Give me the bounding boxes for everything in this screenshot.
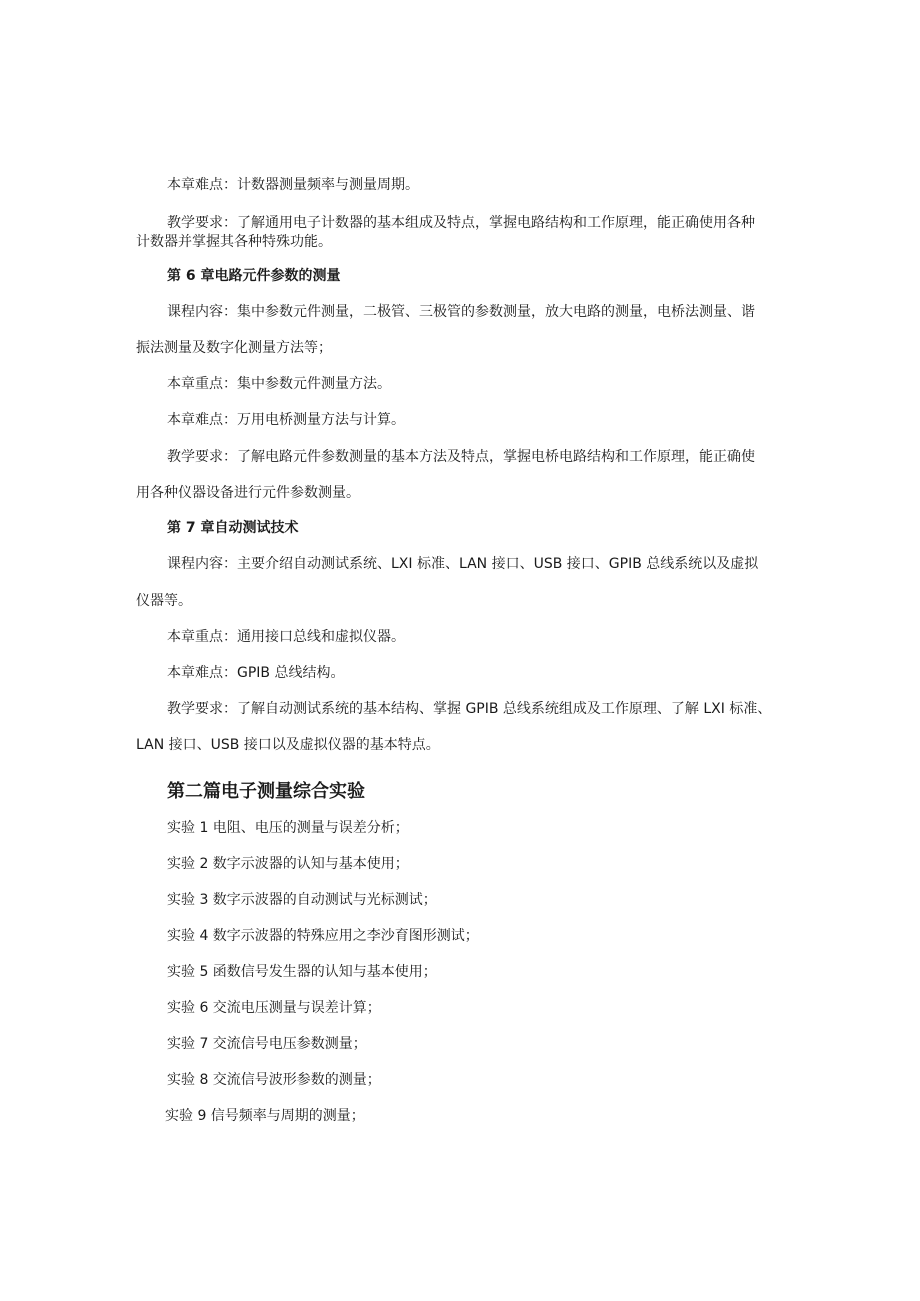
ch7-content-line1: 课程内容：主要介绍自动测试系统、LXI 标准、LAN 接口、USB 接口、GPIB 总线系统以及虚拟 [167, 556, 759, 572]
ch5-difficulty: 本章难点：计数器测量频率与测量周期。 [167, 177, 419, 193]
experiment-item: 实验 1 电阻、电压的测量与误差分析； [167, 820, 409, 836]
ch5-requirements-line1: 教学要求：了解通用电子计数器的基本组成及特点，掌握电路结构和工作原理，能正确使用各种 [167, 215, 755, 231]
ch7-key-point: 本章重点：通用接口总线和虚拟仪器。 [167, 629, 405, 645]
ch7-difficulty: 本章难点：GPIB 总线结构。 [167, 665, 345, 681]
experiment-item: 实验 7 交流信号电压参数测量； [167, 1036, 367, 1052]
chapter7-heading: 第 7 章自动测试技术 [167, 520, 299, 536]
ch7-requirements-line1: 教学要求：了解自动测试系统的基本结构、掌握 GPIB 总线系统组成及工作原理、了解 LXI 标准、 [167, 701, 772, 717]
ch6-difficulty: 本章难点：万用电桥测量方法与计算。 [167, 412, 405, 428]
experiment-item: 实验 8 交流信号波形参数的测量； [167, 1072, 381, 1088]
experiment-item: 实验 6 交流电压测量与误差计算； [167, 1000, 381, 1016]
ch6-requirements-line2: 用各种仪器设备进行元件参数测量。 [136, 485, 360, 501]
ch6-requirements-line1: 教学要求：了解电路元件参数测量的基本方法及特点，掌握电桥电路结构和工作原理，能正确使 [167, 449, 755, 465]
ch6-content-line2: 振法测量及数字化测量方法等； [136, 340, 332, 356]
experiment-item: 实验 2 数字示波器的认知与基本使用； [167, 856, 409, 872]
ch5-requirements-line2: 计数器并掌握其各种特殊功能。 [136, 234, 332, 250]
part2-heading: 第二篇电子测量综合实验 [167, 781, 365, 802]
experiment-item: 实验 5 函数信号发生器的认知与基本使用； [167, 964, 437, 980]
experiment-item: 实验 3 数字示波器的自动测试与光标测试； [167, 892, 437, 908]
ch6-key-point: 本章重点：集中参数元件测量方法。 [167, 376, 391, 392]
experiment-item: 实验 4 数字示波器的特殊应用之李沙育图形测试； [167, 928, 479, 944]
ch7-requirements-line2: LAN 接口、USB 接口以及虚拟仪器的基本特点。 [136, 737, 440, 753]
ch6-content-line1: 课程内容：集中参数元件测量，二极管、三极管的参数测量，放大电路的测量，电桥法测量、谐 [167, 304, 755, 320]
experiment-item: 实验 9 信号频率与周期的测量； [165, 1108, 365, 1124]
ch7-content-line2: 仪器等。 [136, 593, 192, 609]
chapter6-heading: 第 6 章电路元件参数的测量 [167, 268, 341, 284]
